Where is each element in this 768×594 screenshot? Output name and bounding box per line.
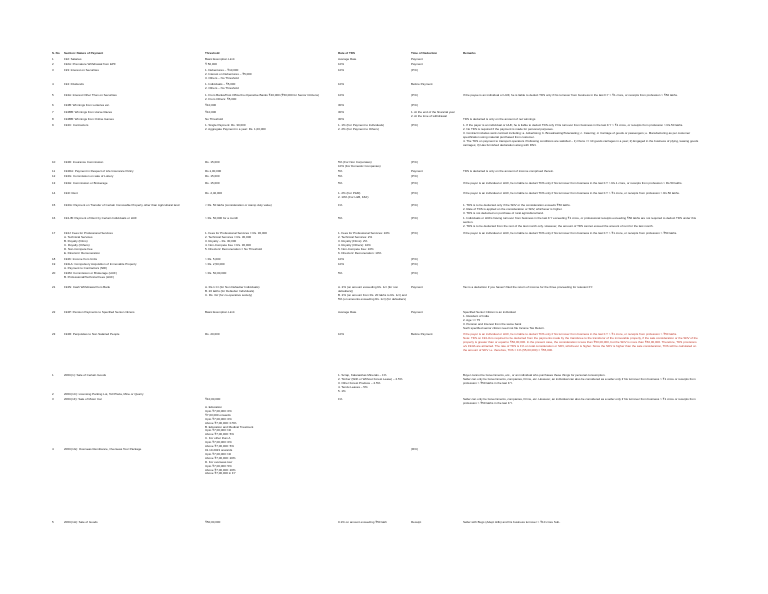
cell-section: 194: Dividends [64, 82, 84, 86]
cell-section: 194H: Commission or Brokerage [64, 181, 108, 185]
cell-sno: 11 [52, 169, 56, 173]
cell-rate: Average Rate [338, 310, 357, 314]
cell-sno: 8 [52, 117, 54, 121]
cell-threshold: A. Education Upto ₹7,00,000: 0% ₹7,00,000 onwards Upto ₹7,00,000: 0% Above ₹7,00,000: 0.5% B. Education and Medical Treatment Upto ₹7,00,000: Nil Above ₹7,00,000: 5% C. For other than A Upto ₹7,00,000: 0% Above ₹7,00,000: 5% 01.10.2023 onwards Upto ₹7,00,000: Nil Above ₹7,00,000: 20% D. For overseas tour Upto ₹7,00,000: 5% Above ₹7,00,000: 20% Above ₹7,00,000 in FY [205, 405, 254, 476]
cell-threshold: > Rs. 2,50,000 [205, 262, 225, 266]
cell-section: 206C(1G): Overseas Remittance, Overseas Tour Package [64, 447, 142, 451]
cell-section: 194DA: Payment in Respect of Life Insurance Policy [64, 169, 134, 173]
cell-section: 194K: Income from Units [64, 257, 98, 261]
cell-rate: 5% [338, 216, 343, 220]
cell-remarks: If the payer is an individual or HUF, he is liable to deduct TDS only if his turnover from business in the last F.Y > ₹1 crore, or receipts from profession > ₹50 lakhs. [463, 231, 678, 235]
cell-threshold: Rs. 15,000 [205, 174, 220, 178]
cell-sno: 22 [52, 310, 56, 314]
header-section: Section: Nature of Payment [64, 51, 104, 55]
cell-time: (P/C) [411, 103, 418, 107]
cell-threshold: ₹10,000 [205, 110, 217, 114]
cell-section: 194BB: Winnings from Horse Races [64, 110, 113, 114]
cell-section: 194-IB: Payment of Rent by Certain Individuals or HUF [64, 216, 137, 220]
cell-sno: 10 [52, 160, 56, 164]
cell-rate: 5% [338, 169, 343, 173]
cell-time: (P/C) [411, 174, 418, 178]
cell-section: 194N: Cash Withdrawal from Bank [64, 285, 111, 289]
cell-time: Payment [411, 62, 423, 66]
cell-time: Payment [411, 310, 423, 314]
cell-threshold: Rs. 15,000 [205, 181, 220, 185]
cell-remarks: 1. Individuals or HUFs having turnover from business in the last F.Y exceeding ₹1 crore, or professional receipts exceeding ₹50 lakhs are not required to deduct TDS under this section. 2. TDS is to be deducted from the rent of the last month only. However, the amount of TDS cannot exceed the amount of rent for the last month. [463, 216, 696, 228]
cell-sno: 20 [52, 271, 56, 275]
cell-remarks: TDS is deducted is only on the amount of net winnings [463, 117, 536, 121]
cell-time: (P/C) [411, 123, 418, 127]
cell-time: (P/C) [411, 271, 418, 275]
cell-rate: 10% [338, 257, 345, 261]
cell-threshold: 1. Individuals – ₹5,000 2. Others – No Threshold [205, 82, 239, 90]
cell-rate: 10% [338, 82, 345, 86]
cell-rate: A. 2% (on amount exceeding Rs. 1cr (for non defaulters)) B. 2% (on amount from Rs. 20 lakhs to Rs. 1cr) and 5% (on amounts exceeding Rs. 1cr) (for defaulters) [338, 285, 407, 301]
cell-rate: 0.1% on amount exceeding ₹50 lakh [338, 520, 387, 524]
cell-sno: 21 [52, 285, 56, 289]
cell-sno: 14 [52, 191, 56, 195]
cell-sno: 3 [52, 397, 54, 401]
cell-threshold: ₹10,00,000 [205, 397, 221, 401]
cell-rate: 1. Scrap, Kalanashas Minerals – 1% 2. Timber (With or Without Forest Lease) – 2.5% 3. Other Forest Produce – 2.5% 4. Tendu Leaves – 5% 5. 1% [338, 373, 403, 393]
cell-threshold: 1. From Banks/Post Office/Co-Operative Banks ₹40,000 (₹50,000 for Senior Citizens) 2. From Others: ₹5,000 [205, 93, 319, 101]
cell-threshold: 1. Single Payment: Rs. 30,000 2. Aggregate Payment in a year: Rs. 1,00,000 [205, 123, 266, 131]
cell-section: 206C(1C): Licensing Parking Lot, Toll Plaza, Mine or Quarry [64, 392, 144, 396]
cell-time: (P/C) [411, 191, 418, 195]
cell-threshold: < Rs. 50 lakhs (consideration or stamp duty value) [205, 203, 272, 207]
cell-time: (P/C) [411, 262, 418, 266]
cell-section: 192A: Premature Withdrawal from EPF [64, 62, 116, 66]
cell-remarks: 1. If the payer is an individual or HUF, he is liable to deduct TDS only if his turnover from business in the last F.Y > ₹1 crore, or receipts from profession > Rs.50 lakhs. 2. No TDS is required if the payment is made for personal purposes. 3. Contract includes work contract including: a. Advertising; b. Broadcasting/Telecasting; c. Catering; d. Carriage of goods or passengers; e. Manufacturing as per customer specification using material purchased from customer. 4. The TDS on payment to transport operators if following conditions are satisfied – 1) Owns <= 10 goods carriages in a year; 2) Engaged in the business of plying, leasing goods carriages; 3) Has furnished declaration along with PAN. [463, 123, 699, 147]
cell-rate: 10% [338, 332, 345, 336]
cell-time: (P/C) [411, 203, 418, 207]
cell-section: 194B: Winnings from Lotteries etc. [64, 103, 110, 107]
cell-remarks: TDS is deducted is only on the amount of income comprised therein. [463, 169, 554, 173]
cell-section: 194LA: Compulsory Acquisition of Immovable Property A. Payment to Contractors (NRI) [64, 262, 137, 270]
cell-sno: 12 [52, 174, 56, 178]
cell-time: Payment [411, 285, 423, 289]
cell-threshold: Rs. 20,000 [205, 332, 220, 336]
cell-section: 194R: Perquisites to Non Salaried People [64, 332, 120, 336]
cell-time: (P/C) [411, 68, 418, 72]
cell-section: 194D: Insurance Commission [64, 160, 104, 164]
cell-sno: 5 [52, 520, 54, 524]
cell-rate: 5% [338, 174, 343, 178]
cell-sno: 18 [52, 257, 56, 261]
cell-threshold: > Rs. 50,000 for a month [205, 216, 239, 220]
cell-threshold: Basic Exemption Limit [205, 310, 235, 314]
cell-rate: 10% [338, 68, 345, 72]
cell-rate: 30% [338, 117, 345, 121]
cell-time: (P/C) [411, 160, 418, 164]
cell-remarks: If the payee is an individual or HUF, he is liable to deduct TDS only if his turnover from business in the last F.Y > ₹1 crore, or receipts from profession > ₹50 lakhs. [463, 93, 678, 97]
cell-threshold: No Threshold [205, 117, 223, 121]
cell-remarks: Buyer cannot be Governments, etc., or an individual who purchases these things for personal consumption. Seller can only be Governments, companies, Firms, etc. However, an individual can also be considered as a seller only if his turnover from business > ₹1 crore or receipts from profession > ₹50 lakhs in the last F.Y. [463, 373, 696, 385]
cell-rate: 30% [338, 103, 345, 107]
cell-sno: 5 [52, 93, 54, 97]
cell-remarks: Seller with Bugs (Adept Hills) and his business turnover > ₹10 crore Sub- [463, 520, 561, 524]
cell-remarks: Seller can only be Governments, companies, Firms, etc. However, an individual can also be considered as a seller only if his turnover from business > ₹1 crore or receipts from profession > ₹50 lakhs in the last F.Y. [463, 397, 696, 405]
header-threshold: Threshold [205, 51, 220, 55]
cell-section: 194IA: Payment on Transfer of Certain Immovable Property other than Agricultural land [64, 203, 180, 207]
cell-threshold: > Rs. 5,000 [205, 257, 221, 261]
cell-threshold: ₹50,00,000 [205, 520, 221, 524]
cell-rate: 1% [338, 397, 343, 401]
cell-sno: 4 [52, 82, 54, 86]
cell-threshold: A. Rs.1 Cr (for Non Defaulter Individuals) B. 20 lakhs (for Defaulter Individuals) C. Rs. 3cr (for co-operative society) [205, 285, 260, 297]
cell-threshold: Rs. 15,000 [205, 160, 220, 164]
cell-rate: 30% [338, 110, 345, 114]
cell-sno: 19 [52, 262, 56, 266]
cell-threshold: ₹10,000 [205, 103, 217, 107]
cell-section: 194J: Fees for Professional Services A. Technical Services B. Royalty (Films) C. Royalty (Others) D. Non-Compete Fee E. Directors' Remuneration [64, 231, 113, 255]
cell-rate: 1. 1% (For Payment to Individuals) 2. 2% (For Payment to Others) [338, 123, 385, 131]
cell-rate: Average Rate [338, 57, 357, 61]
cell-section: 193: Interest on Securities [64, 68, 99, 72]
cell-time: Receipt [411, 520, 422, 524]
cell-rate: 5% [338, 181, 343, 185]
cell-rate: 1. 2% (For P&M) 2. 10% (For L&B, F&F) [338, 191, 369, 199]
cell-sno: 3 [52, 68, 54, 72]
cell-rate: 1. Fees for Professional Services: 10% 2. Technical Services: 2% 3. Royalty (Films): 2% 4. Royalty (Others): 10% 5. Non-Compete Fee: 10% 6. Directors' Remuneration: 10% [338, 231, 390, 255]
cell-sno: 4 [52, 447, 54, 451]
header-sno: S. No [52, 51, 60, 55]
cell-sno: 16 [52, 216, 56, 220]
cell-threshold: Rs.1,00,000 [205, 169, 222, 173]
cell-time: (P/C) [411, 231, 418, 235]
cell-section: 206C(1): Sale of Certain Goods [64, 373, 107, 377]
cell-rate: 5% (For Non Corporates) 10% (For Domestic Companies) [338, 160, 381, 168]
cell-time: (P/C) [411, 257, 418, 261]
cell-threshold: Basic Exemption Limit [205, 57, 235, 61]
cell-sno: 1 [52, 373, 54, 377]
cell-rate: 5% [338, 271, 343, 275]
header-rate: Rate of TDS [338, 51, 356, 55]
cell-section: 194G: Commission on sale of Lottery [64, 174, 114, 178]
cell-section: 192: Salaries [64, 57, 82, 61]
cell-section: 194I: Rent [64, 191, 78, 195]
cell-rate: 1% [338, 203, 343, 207]
cell-time: (R/C) [411, 447, 419, 451]
cell-rate: 10% [338, 93, 345, 97]
cell-time: (P/C) [411, 181, 418, 185]
cell-remarks: If the payer is an individual or HUF, he is liable to deduct TDS only if his turnover from business in the last F.Y > Rs.1 crore, or receipts from profession > Rs.50 lakhs. [463, 181, 683, 185]
cell-time: Payment [411, 57, 423, 61]
cell-section: 194C: Contractors [64, 123, 89, 127]
cell-section: 194BB: Winnings from Online Games [64, 117, 114, 121]
cell-rate: 10% [338, 262, 345, 266]
cell-section: 194P: Pension Payments to Specified Senior citizens [64, 310, 135, 314]
cell-threshold: > Rs. 50,00,000 [205, 271, 227, 275]
cell-remarks: If the payer is an individual or HUF, he is liable to deduct TDS only if his turnover from business in the last F.Y > ₹1 crore, or receipts from profession > ₹50 lakhs. Note: TDS on 194-IA is required to be deducted from the payments made by the transferee to the transferor of the immovable property, if the sale consideration or the SDV of the property is greater than or equal to ₹50,00,000. In the present case, the consideration is less than ₹50,00,000, but the SDV is more than ₹50,00,000. Therefore, TDS provisions u/s 194IA are attracted. The rate of TDS is 1% on total consideration or SDV, whichever is higher. Since the SDV is higher than the sale consideration, TDS will be calculated on the amount of SDV i.e. therefore, TDS = 1% (55,00,000) = ₹55,000. [463, 332, 698, 352]
cell-threshold: ₹ 50,000 [205, 62, 217, 66]
cell-sno: 15 [52, 203, 56, 207]
cell-rate: 10% [338, 62, 345, 66]
cell-threshold: 1. Fees for Professional Services = Rs. 30,000 2. Technical Services = Rs. 30,000 3. Royalty – Rs. 30,000 4. Non-Compete Fee = Rs. 30,000 5. Directors' Remuneration = No Threshold [205, 231, 267, 251]
cell-section: 206C(1F): Sale of Motor Car [64, 397, 102, 401]
header-time: Time of Deduction [411, 51, 438, 55]
cell-remarks: Specified Senior Citizen is an individual: 1. Resident of India 2. Age >= 75 3. Pension and Interest from the same bank Such specified senior citizen need not file Income Tax Return. [463, 310, 545, 330]
cell-sno: 7 [52, 110, 54, 114]
cell-remarks: Tax is a deduction if you haven't filed the return of income for the three proceeding for relevant FY. [463, 285, 593, 289]
header-remarks: Remarks [463, 51, 476, 55]
cell-threshold: Rs. 2,40,000 [205, 191, 223, 195]
cell-time: Before Payment [411, 332, 433, 336]
cell-section: 194A: Interest Other Than on Securities [64, 93, 117, 97]
cell-remarks: If the payer is an individual or HUF, he is liable to deduct TDS only if his turnover from business in the last F.Y > ₹1 crore, or receipts from profession > Rs.50 lakhs. [463, 191, 680, 195]
cell-time: (P/C) [411, 93, 418, 97]
cell-sno: 13 [52, 181, 56, 185]
cell-sno: 6 [52, 103, 54, 107]
cell-section: 206C(1H): Sale of Goods [64, 520, 98, 524]
cell-sno: 23 [52, 332, 56, 336]
cell-section: 194M: Commission or Brokerage (HUF) B. Professional/Technical Fees (HUF) [64, 271, 117, 279]
cell-sno: 2 [52, 392, 54, 396]
cell-sno: 17 [52, 231, 56, 235]
cell-remarks: 1. TDS is to be deducted only if the SDV or the consideration exceeds ₹50 lakhs. 2. Rate of TDS is applied on the consideration or SDV, whichever is higher. 3. TDS is not deducted on purchase of rural agricultural land. [463, 203, 571, 215]
cell-time: Payment [411, 169, 423, 173]
cell-sno: 1 [52, 57, 54, 61]
cell-threshold: 1. Debentures – ₹10,000 2. Interest on Debentures – ₹5,000 3. Others – No Threshold [205, 68, 252, 80]
cell-time: 1. At the end of the financial year 2. At the time of withdrawal [411, 110, 455, 118]
cell-sno: 9 [52, 123, 54, 127]
cell-time: (P/C) [411, 216, 418, 220]
cell-time: Before Payment [411, 82, 433, 86]
cell-sno: 2 [52, 62, 54, 66]
